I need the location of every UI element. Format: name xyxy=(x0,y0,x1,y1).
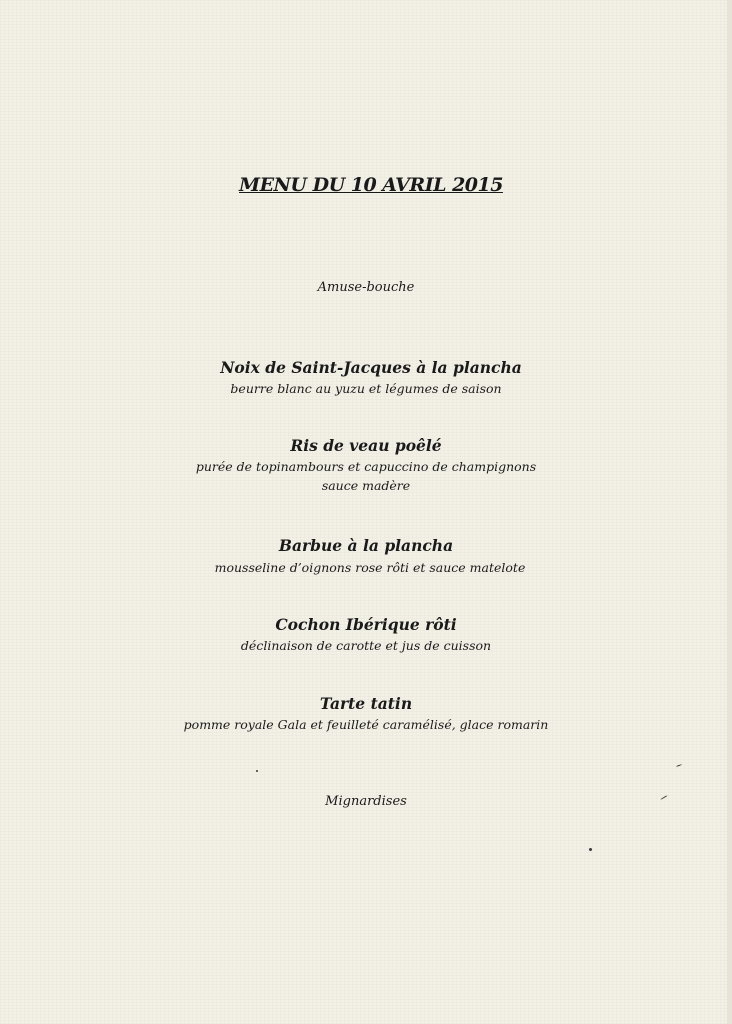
course-4-description: déclinaison de carotte et jus de cuisson xyxy=(240,638,492,653)
course-3-name: Barbue à la plancha xyxy=(278,536,454,555)
menu-title: MENU DU 10 AVRIL 2015 xyxy=(239,174,503,196)
course-2-description-2: sauce madère xyxy=(321,478,411,493)
course-5-description: pomme royale Gala et feuilleté caramélisé, glace romarin xyxy=(183,717,549,732)
paper-edge xyxy=(727,0,732,1024)
paper-speck xyxy=(589,848,592,851)
course-2-description-1: purée de topinambours et capuccino de champignons xyxy=(195,459,537,474)
course-1-name: Noix de Saint-Jacques à la plancha xyxy=(220,358,522,377)
amuse-bouche: Amuse-bouche xyxy=(317,280,415,295)
mignardises: Mignardises xyxy=(325,794,407,809)
course-2-name: Ris de veau poêlé xyxy=(290,436,442,455)
course-1-description: beurre blanc au yuzu et légumes de saison xyxy=(230,381,502,396)
paper-speck xyxy=(256,770,258,772)
course-3-description: mousseline d’oignons rose rôti et sauce matelote xyxy=(214,560,526,575)
course-4-name: Cochon Ibérique rôti xyxy=(275,615,457,634)
course-5-name: Tarte tatin xyxy=(319,694,413,713)
